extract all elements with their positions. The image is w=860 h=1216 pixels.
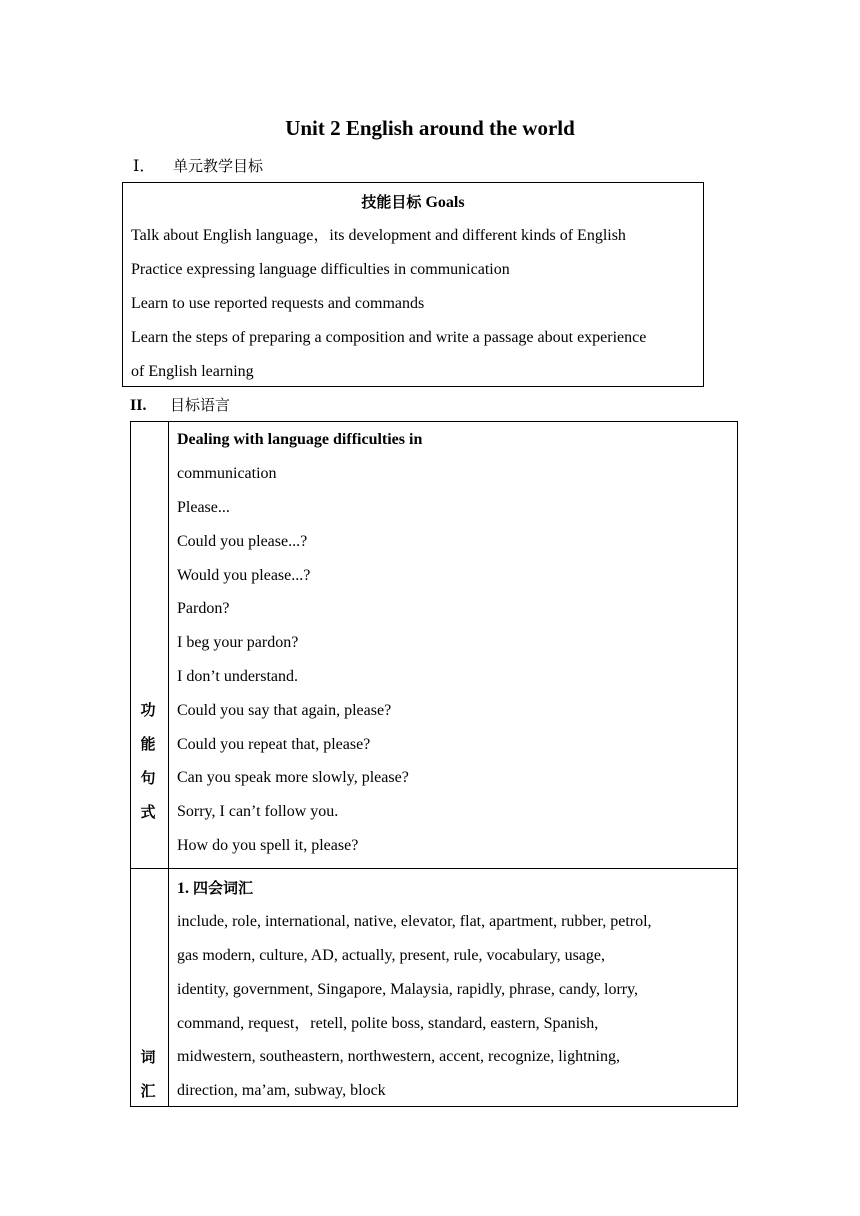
goal-line: Talk about English language，its development and different kinds of English [131,227,626,244]
vocabulary-line: identity, government, Singapore, Malaysia, rapidly, phrase, candy, lorry, [177,981,639,998]
functional-label-char: 能 [140,735,156,753]
vocabulary-heading-label: 四会词汇 [193,879,254,897]
goal-line: Learn to use reported requests and commands [131,295,425,312]
section-label: 单元教学目标 [173,157,264,175]
column-divider [168,421,169,1107]
section-heading-goals [133,155,263,178]
vocabulary-line: command, request，retell, polite boss, standard, eastern, Spanish, [177,1015,599,1032]
functional-line: Could you repeat that, please? [177,736,371,753]
functional-line: communication [177,465,277,482]
target-language-table [130,421,738,1107]
goal-line: Learn the steps of preparing a composition and write a passage about experience [131,329,647,346]
vocabulary-line: midwestern, southeastern, northwestern, accent, recognize, lightning, [177,1048,620,1065]
vocabulary-label-char: 汇 [140,1082,156,1100]
functional-line: Please... [177,499,230,516]
page-title: Unit 2 English around the world [285,116,575,140]
goal-line: of English learning [131,363,254,380]
functional-line: I don’t understand. [177,668,299,685]
vocabulary-line: include, role, international, native, elevator, flat, apartment, rubber, petrol, [177,913,652,930]
vocabulary-heading-number: 1. [177,880,189,897]
vocabulary-line: gas modern, culture, AD, actually, present, rule, vocabulary, usage, [177,947,605,964]
section-heading-language [130,394,230,417]
row-divider [130,868,738,869]
functional-line: Could you say that again, please? [177,702,392,719]
functional-line: Would you please...? [177,567,311,584]
section-label: 目标语言 [170,396,231,414]
vocabulary-label-char: 词 [140,1048,156,1066]
goals-header-cn: 技能目标 [361,193,422,211]
goals-header [123,191,703,214]
functional-line: How do you spell it, please? [177,837,359,854]
functional-label-char: 句 [140,769,156,787]
functional-line: Pardon? [177,600,230,617]
functional-line: I beg your pardon? [177,634,299,651]
goals-table [122,182,704,387]
functional-line: Could you please...? [177,533,308,550]
functional-heading: Dealing with language difficulties in [177,431,423,448]
section-number: Ⅰ． [133,158,156,175]
functional-label-char: 功 [140,701,156,719]
goal-line: Practice expressing language difficulties in communication [131,261,510,278]
vocabulary-line: direction, ma’am, subway, block [177,1082,386,1099]
section-number: II. [130,397,147,414]
functional-line: Can you speak more slowly, please? [177,769,409,786]
functional-label-char: 式 [140,803,156,821]
vocabulary-heading [177,877,253,900]
goals-header-en: Goals [425,194,465,211]
functional-line: Sorry, I can’t follow you. [177,803,339,820]
